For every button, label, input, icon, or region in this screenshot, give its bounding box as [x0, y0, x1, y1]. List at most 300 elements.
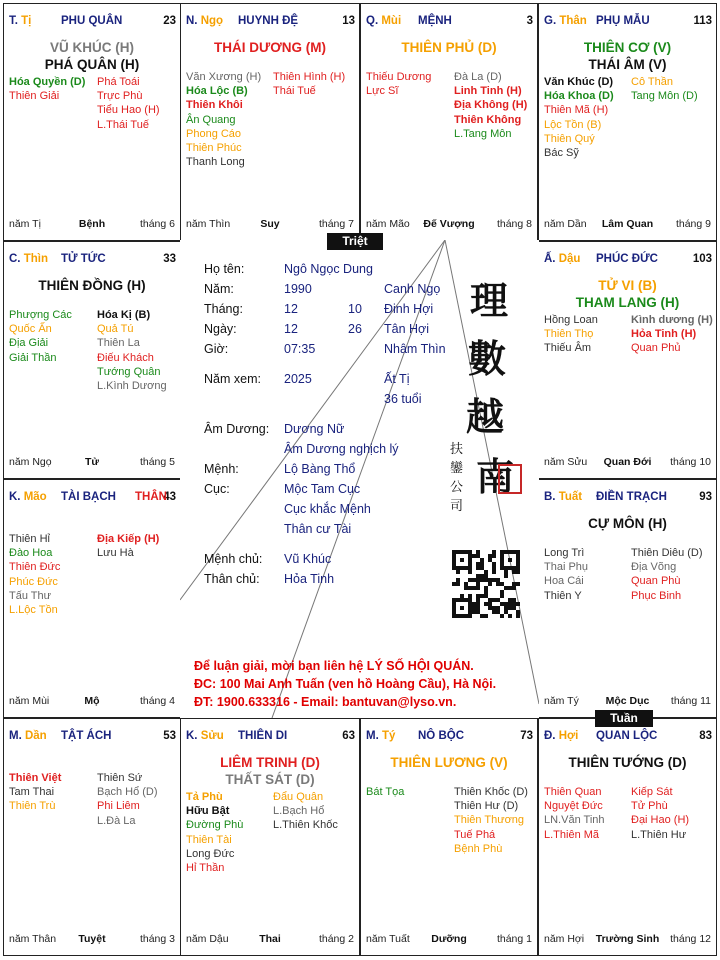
qr-module [460, 606, 464, 610]
info-label: Năm xem: [204, 372, 261, 386]
minor-star: Phúc Đức [9, 575, 58, 588]
palace-branch-name: Dậu [558, 253, 581, 265]
minor-star: Thiên Y [544, 589, 582, 602]
seal-char-small: 公 [450, 480, 464, 495]
minor-stars-left [9, 771, 61, 814]
qr-module [516, 562, 520, 566]
info-value: Mộc Tam Cục [284, 482, 361, 496]
qr-module [496, 606, 500, 610]
qr-module [516, 558, 520, 562]
minor-star: L.Thiên Khốc [273, 819, 338, 832]
qr-module [496, 598, 500, 602]
minor-star: LN.Văn Tinh [544, 814, 605, 827]
qr-module [456, 570, 460, 574]
palace-name: TẬT ÁCH [61, 730, 112, 742]
qr-module [508, 566, 512, 570]
minor-star: Thiên Tài [186, 833, 232, 846]
minor-star: Thiên Sứ [97, 772, 143, 784]
palace-name: QUAN LỘC [596, 730, 658, 742]
qr-module [504, 550, 508, 554]
qr-module [500, 562, 504, 566]
palace-footer [361, 933, 537, 947]
minor-star: Địa Không (H) [454, 99, 528, 112]
palace-year: năm Mùi [9, 695, 50, 707]
palace-branch [544, 730, 578, 742]
minor-stars-right [454, 785, 528, 856]
palace-branch-name: Hợi [558, 730, 579, 742]
qr-module [472, 606, 476, 610]
minor-stars-right [97, 532, 159, 560]
red-seal-stamp [498, 464, 522, 494]
qr-module [468, 610, 472, 614]
palace-header [539, 253, 716, 267]
minor-star: Phi Liêm [97, 800, 140, 813]
qr-module [472, 586, 476, 590]
qr-module [452, 602, 456, 606]
qr-module [500, 582, 504, 586]
triet-marker: Triệt [327, 233, 383, 250]
palace-branch-name: Dần [24, 730, 47, 742]
qr-module [476, 602, 480, 606]
qr-module [452, 554, 456, 558]
palace-year: năm Sửu [544, 456, 588, 468]
main-star: CỰ MÔN (H) [588, 516, 667, 531]
qr-module [516, 610, 520, 614]
minor-star: Bệnh Phù [454, 842, 503, 855]
minor-star: Địa Kiếp (H) [97, 533, 160, 545]
info-value: Nhâm Thìn [384, 342, 446, 356]
palace-month: tháng 6 [139, 218, 175, 230]
qr-module [456, 614, 460, 618]
minor-star: Hóa Quyền (D) [9, 76, 86, 88]
palace-body-marker: THÂN [135, 491, 167, 503]
info-value: Vũ Khúc [284, 552, 332, 566]
minor-star: Nguyệt Đức [544, 800, 603, 813]
qr-module [492, 554, 496, 558]
minor-star: L.Thiên Hư [631, 828, 687, 841]
info-value: Ất Tị [384, 372, 410, 386]
qr-module [464, 614, 468, 618]
info-value: 1990 [284, 282, 312, 296]
minor-star: Phượng Các [9, 309, 72, 321]
palace-branch-stem: N. [186, 15, 198, 27]
palace-dan [3, 718, 181, 956]
minor-star: Lực Sĩ [366, 85, 399, 98]
minor-star: L.Đà La [97, 814, 136, 827]
minor-stars-left [9, 308, 72, 365]
minor-star: L.Thiên Mã [544, 828, 600, 841]
palace-number: 33 [163, 253, 176, 265]
main-star: THIÊN TƯỚNG (D) [568, 755, 687, 770]
minor-star: Bát Tọa [366, 786, 405, 798]
minor-star: Hóa Lộc (B) [186, 85, 248, 98]
minor-star: Long Trì [544, 547, 585, 559]
minor-star: Thiên Khôi [186, 99, 243, 112]
qr-module [504, 606, 508, 610]
qr-module [468, 550, 472, 554]
minor-star: L.Kình Dương [97, 380, 167, 393]
minor-star: Quốc Ấn [9, 323, 52, 336]
qr-module [480, 566, 484, 570]
info-value: Tân Hợi [384, 322, 430, 336]
qr-module [452, 558, 456, 562]
qr-module [468, 598, 472, 602]
palace-branch-stem: M. [366, 730, 379, 742]
qr-module [512, 550, 516, 554]
qr-module [476, 562, 480, 566]
qr-module [488, 582, 492, 586]
qr-module [496, 578, 500, 582]
qr-module [460, 566, 464, 570]
palace-branch-stem: K. [9, 491, 21, 503]
palace-year: năm Thìn [186, 218, 231, 230]
minor-star: Bạch Hổ (D) [97, 786, 158, 799]
main-star: THIÊN LƯƠNG (V) [390, 755, 508, 770]
qr-module [464, 586, 468, 590]
palace-suu [180, 718, 360, 956]
palace-name: TÀI BẠCH [61, 491, 116, 503]
minor-stars-right [631, 785, 689, 842]
qr-module [488, 602, 492, 606]
palace-branch-name: Mùi [381, 15, 402, 27]
palace-branch-stem: G. [544, 15, 557, 27]
info-value: Đinh Hợi [384, 302, 434, 316]
palace-stage: Lâm Quan [601, 218, 654, 230]
minor-star: Phục Binh [631, 589, 682, 602]
qr-module [468, 606, 472, 610]
info-value: Thân cư Tài [284, 522, 352, 536]
qr-module [500, 590, 504, 594]
qr-module [480, 574, 484, 578]
minor-star: Linh Tinh (H) [454, 85, 522, 98]
qr-module [488, 606, 492, 610]
palace-branch-name: Tuất [558, 491, 583, 503]
minor-star: Thiên Thương [454, 814, 525, 827]
minor-star: Thiên Phúc [186, 142, 242, 155]
minor-star: Bác Sỹ [544, 147, 579, 160]
info-label: Năm: [204, 282, 234, 296]
info-value: 2025 [284, 372, 312, 386]
qr-module [492, 550, 496, 554]
minor-star: Phong Cáo [186, 127, 242, 140]
qr-module [500, 566, 504, 570]
qr-module [512, 602, 516, 606]
palace-mao [3, 479, 181, 718]
qr-module [460, 598, 464, 602]
palace-header [361, 730, 537, 744]
qr-module [452, 598, 456, 602]
minor-star: Địa Võng [631, 561, 677, 574]
palace-name: NÔ BỘC [418, 730, 464, 742]
palace-year: năm Dần [544, 218, 587, 230]
minor-star: Thiên Việt [9, 772, 62, 784]
palace-number: 113 [693, 15, 712, 27]
palace-footer [4, 218, 180, 232]
qr-module [468, 586, 472, 590]
qr-module [500, 558, 504, 562]
qr-module [508, 558, 512, 562]
palace-branch [544, 253, 580, 265]
palace-month: tháng 2 [318, 933, 354, 945]
palace-year: năm Tý [544, 695, 579, 707]
palace-branch-stem: K. [186, 730, 198, 742]
info-label: Mệnh: [204, 462, 239, 476]
minor-star: Thiên Hình (H) [273, 71, 346, 83]
center-info-panel [180, 240, 539, 718]
qr-module [452, 550, 456, 554]
qr-module [476, 610, 480, 614]
qr-module [484, 586, 488, 590]
qr-module [472, 610, 476, 614]
minor-stars-left [544, 313, 598, 356]
palace-number: 73 [520, 730, 533, 742]
palace-branch [544, 491, 582, 503]
info-value: 07:35 [284, 342, 316, 356]
info-value: Cục khắc Mệnh [284, 502, 371, 516]
minor-stars-right [631, 75, 698, 103]
qr-module [480, 562, 484, 566]
minor-star: Thiên Quý [544, 132, 595, 145]
info-value: 26 [348, 322, 362, 336]
qr-module [492, 578, 496, 582]
palace-branch-name: Sửu [200, 730, 224, 742]
qr-module [456, 582, 460, 586]
palace-branch-stem: M. [9, 730, 22, 742]
qr-module [496, 582, 500, 586]
palace-month: tháng 3 [139, 933, 175, 945]
info-value: Âm Dương nghịch lý [284, 442, 399, 456]
palace-month: tháng 11 [670, 695, 711, 707]
palace-number: 23 [163, 15, 176, 27]
palace-header [539, 730, 716, 744]
qr-module [516, 570, 520, 574]
qr-module [484, 590, 488, 594]
palace-stage: Quan Đới [603, 456, 652, 468]
info-value: Lộ Bàng Thổ [284, 462, 356, 476]
minor-star: Thiên Quan [544, 786, 602, 798]
qr-module [516, 550, 520, 554]
info-value: 12 [284, 322, 298, 336]
qr-module [472, 578, 476, 582]
qr-module [500, 594, 504, 598]
info-value: Dương Nữ [284, 422, 345, 436]
palace-month: tháng 12 [670, 933, 711, 945]
minor-star: Đẩu Quân [273, 791, 324, 803]
calligraphy-char: 數 [468, 336, 507, 381]
palace-month: tháng 9 [675, 218, 711, 230]
qr-module [508, 598, 512, 602]
calligraphy-char: 理 [470, 278, 509, 323]
qr-module [464, 582, 468, 586]
minor-star: Hỉ Thần [186, 862, 225, 875]
palace-name: PHỤ MẪU [596, 15, 650, 27]
minor-star: Quả Tú [97, 323, 134, 336]
palace-header [539, 491, 716, 505]
qr-module [468, 562, 472, 566]
minor-star: Tả Phù [186, 791, 223, 803]
qr-module [460, 558, 464, 562]
qr-module [488, 598, 492, 602]
palace-header [181, 730, 359, 744]
minor-star: Thái Tuế [273, 85, 316, 98]
palace-header [361, 15, 537, 29]
minor-star: Quan Phủ [631, 342, 681, 355]
minor-stars-right [273, 70, 345, 98]
minor-star: Hóa Kị (B) [97, 309, 151, 321]
qr-module [468, 558, 472, 562]
minor-star: L.Thái Tuế [97, 118, 149, 131]
palace-number: 53 [163, 730, 176, 742]
main-star: THÁI ÂM (V) [588, 57, 667, 72]
qr-module [504, 570, 508, 574]
palace-ty [360, 718, 538, 956]
minor-stars-left [186, 70, 261, 169]
palace-stage: Mộc Dục [605, 695, 650, 707]
minor-stars-left [544, 785, 605, 842]
palace-tuat [538, 479, 717, 718]
palace-branch [186, 730, 224, 742]
qr-module [508, 550, 512, 554]
qr-module [492, 610, 496, 614]
palace-number: 93 [699, 491, 712, 503]
minor-stars-left [9, 532, 60, 617]
qr-module [508, 586, 512, 590]
qr-module [468, 594, 472, 598]
qr-module [468, 578, 472, 582]
company-seal-text [450, 440, 466, 516]
qr-module [488, 558, 492, 562]
qr-module [460, 550, 464, 554]
minor-stars-left [544, 75, 614, 160]
minor-stars-left [9, 75, 85, 103]
minor-star: Đại Hao (H) [631, 814, 690, 827]
qr-module [464, 550, 468, 554]
minor-star: Thanh Long [186, 156, 245, 169]
minor-star: Điếu Khách [97, 351, 154, 364]
palace-header [4, 15, 180, 29]
minor-stars-right [97, 771, 158, 828]
qr-module [504, 586, 508, 590]
minor-star: Thiên Diêu (D) [631, 547, 703, 559]
minor-star: Thiên Thọ [544, 328, 594, 341]
info-value: Hỏa Tinh [284, 572, 335, 586]
palace-stage: Dưỡng [431, 933, 467, 945]
minor-stars-left [544, 546, 588, 603]
palace-year: năm Tị [9, 218, 41, 230]
palace-footer [539, 695, 716, 709]
info-label: Tháng: [204, 302, 243, 316]
info-value: 36 tuổi [384, 392, 422, 406]
qr-module [476, 550, 480, 554]
qr-module [456, 578, 460, 582]
info-label: Ngày: [204, 322, 237, 336]
main-star: LIÊM TRINH (D) [220, 755, 320, 770]
palace-footer [361, 218, 537, 232]
palace-footer [181, 218, 359, 232]
minor-star: Hữu Bật [186, 805, 230, 818]
minor-star: Thiếu Dương [366, 71, 432, 83]
main-star: THIÊN ĐỒNG (H) [38, 278, 146, 293]
contact-line: Để luận giải, mời bạn liên hệ LÝ SỐ HỘI QUÁN. [194, 659, 474, 673]
minor-star: L.Bạch Hổ [273, 805, 325, 818]
minor-stars-left [366, 785, 404, 799]
palace-branch [9, 491, 47, 503]
info-label: Thân chủ: [204, 572, 260, 586]
palace-name: TỬ TỨC [61, 253, 106, 265]
palace-name: HUYNH ĐỆ [238, 15, 299, 27]
minor-star: Hỏa Tinh (H) [631, 328, 697, 341]
palace-stage: Suy [260, 218, 280, 230]
calligraphy-char: 南 [476, 454, 515, 499]
qr-module [452, 606, 456, 610]
minor-star: Thiên Giải [9, 90, 60, 103]
palace-header [4, 253, 180, 267]
palace-name: THIÊN DI [238, 730, 288, 742]
qr-module [500, 554, 504, 558]
qr-module [488, 578, 492, 582]
qr-module [516, 614, 520, 618]
contact-line: ĐC: 100 Mai Anh Tuấn (ven hồ Hoàng Cầu), Hà Nội. [194, 677, 497, 691]
qr-code-icon [452, 550, 520, 618]
palace-year: năm Thân [9, 933, 57, 945]
palace-footer [4, 695, 180, 709]
minor-star: Kiếp Sát [631, 786, 673, 798]
info-label: Họ tên: [204, 262, 245, 276]
palace-footer [539, 218, 716, 232]
qr-module [452, 610, 456, 614]
minor-star: Lộc Tồn (B) [544, 118, 602, 131]
minor-star: Giải Thần [9, 351, 57, 364]
palace-than [538, 3, 717, 241]
palace-hoi [538, 718, 717, 956]
palace-stage: Thai [259, 933, 281, 945]
qr-module [468, 602, 472, 606]
minor-star: Trực Phù [97, 90, 143, 103]
palace-month: tháng 10 [670, 456, 711, 468]
minor-star: Tuế Phá [454, 828, 496, 841]
qr-module [504, 602, 508, 606]
palace-header [4, 491, 180, 505]
info-value: 10 [348, 302, 362, 316]
palace-branch-name: Ngọ [200, 15, 224, 27]
main-star: PHÁ QUÂN (H) [44, 57, 140, 72]
qr-module [468, 614, 472, 618]
palace-month: tháng 4 [139, 695, 175, 707]
qr-module [480, 558, 484, 562]
palace-branch [9, 253, 48, 265]
palace-number: 43 [163, 491, 176, 503]
palace-name: PHÚC ĐỨC [596, 253, 658, 265]
qr-module [516, 602, 520, 606]
palace-branch-name: Thân [559, 15, 587, 27]
minor-star: Tấu Thư [9, 589, 52, 602]
qr-module [476, 594, 480, 598]
minor-star: Thiên La [97, 337, 140, 350]
info-value: Canh Ngọ [384, 282, 441, 296]
qr-module [504, 610, 508, 614]
qr-module [512, 586, 516, 590]
qr-module [480, 578, 484, 582]
minor-star: Thiên Trù [9, 800, 56, 813]
palace-month: tháng 8 [496, 218, 532, 230]
palace-footer [4, 456, 180, 470]
qr-module [492, 598, 496, 602]
info-label: Mệnh chủ: [204, 552, 263, 566]
seal-char-small: 鑾 [450, 461, 464, 476]
minor-star: Hóa Khoa (D) [544, 90, 614, 103]
minor-star: Thiên Hỉ [9, 533, 50, 545]
palace-stage: Mộ [84, 695, 100, 707]
